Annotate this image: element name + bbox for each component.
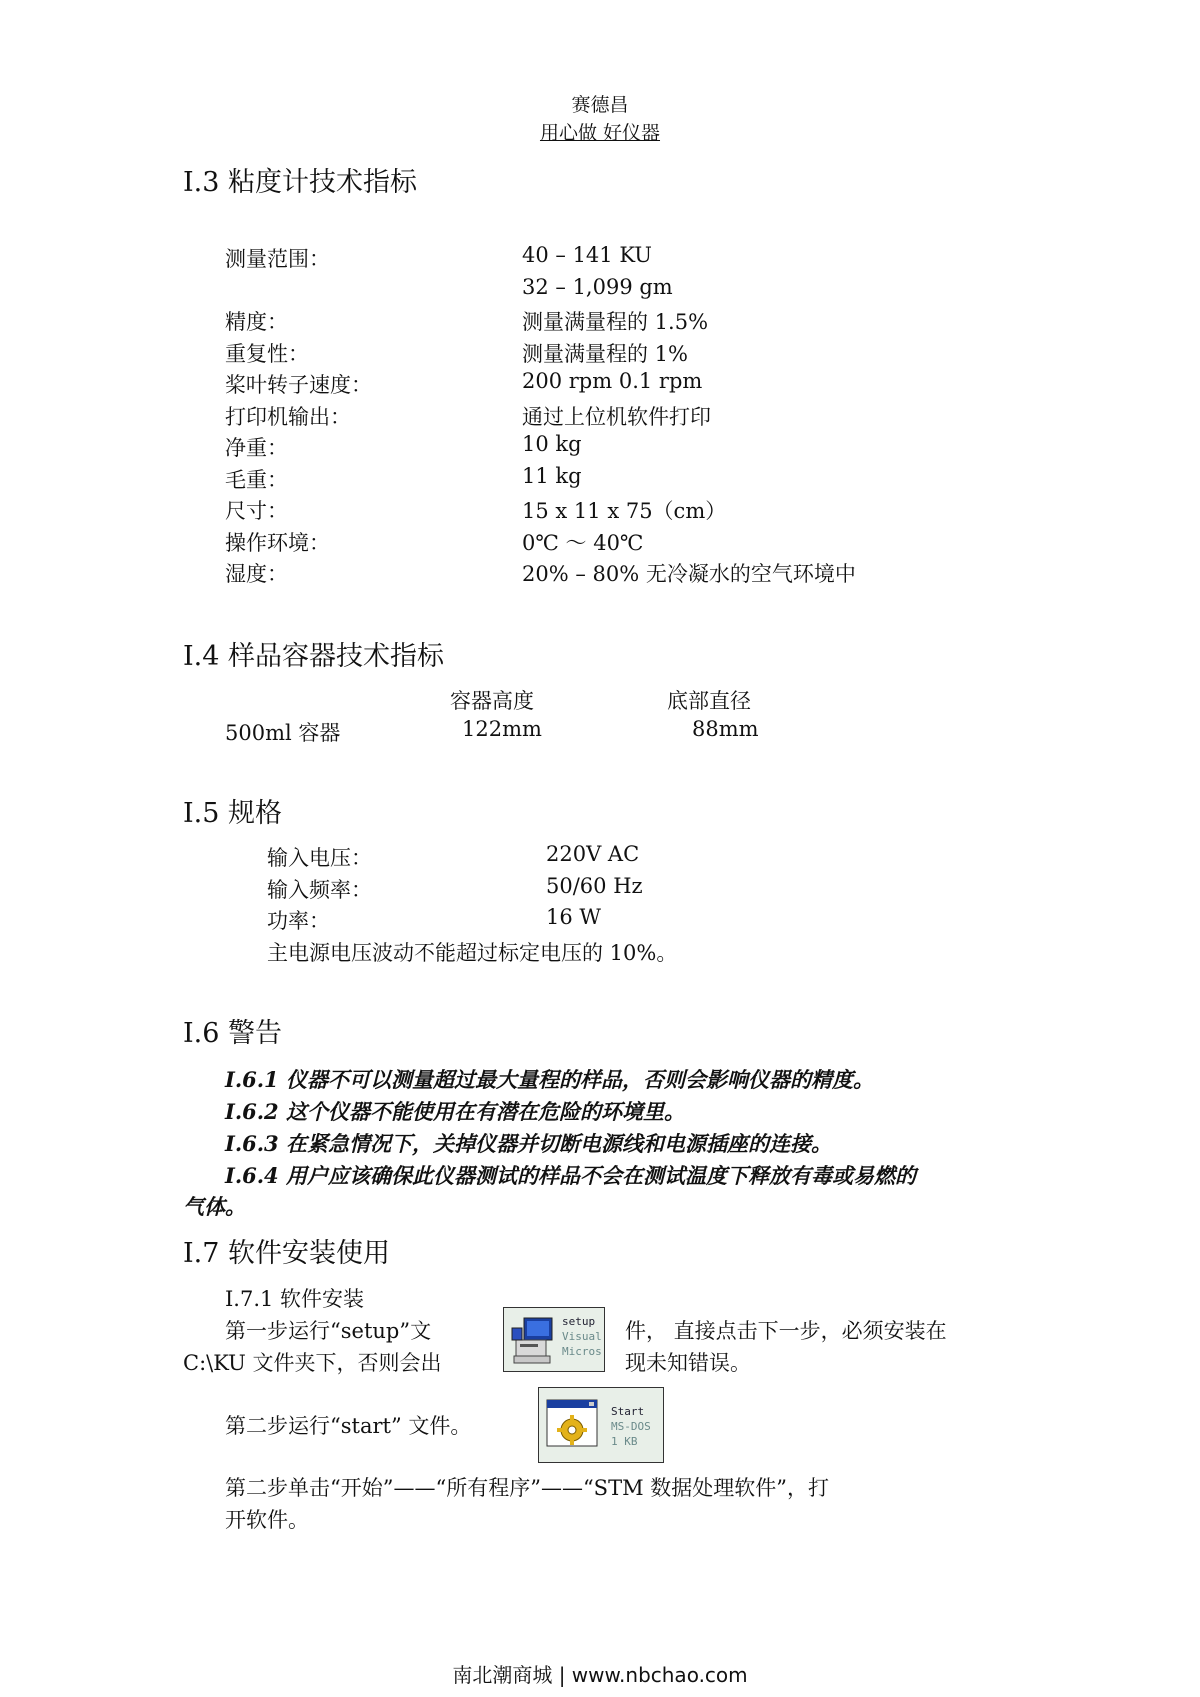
spec-label: 打印机输出： — [225, 405, 351, 429]
warning-item: I.6.4 用户应该确保此仪器测试的样品不会在测试温度下释放有毒或易燃的 — [225, 1163, 916, 1188]
spec-value: 测量满量程的 1% — [522, 342, 688, 366]
header-company: 赛德昌 — [571, 94, 629, 116]
spec-label: 尺寸： — [225, 499, 288, 523]
spec-label: 操作环境： — [225, 531, 330, 555]
spec-value: 20% – 80% 无冷凝水的空气环境中 — [522, 562, 856, 586]
step3-text: 开软件。 — [225, 1508, 309, 1532]
spec-label: 毛重： — [225, 468, 288, 492]
setup-icon-name: setup — [562, 1315, 596, 1328]
section-title-1-6: I.6 警告 — [183, 1018, 283, 1049]
container-col-height: 容器高度 — [450, 689, 534, 713]
section-title-1-5: I.5 规格 — [183, 798, 283, 829]
spec-label: 输入电压： — [267, 846, 372, 870]
step1-text: C:\KU 文件夹下，否则会出 — [183, 1351, 442, 1375]
spec-label: 测量范围： — [225, 247, 330, 271]
warning-item: I.6.2 这个仪器不能使用在有潜在危险的环境里。 — [225, 1099, 685, 1124]
section-title-1-3: I.3 粘度计技术指标 — [183, 167, 418, 198]
spec-label: 桨叶转子速度： — [225, 373, 372, 397]
start-icon-line2: MS-DOS — [611, 1420, 651, 1433]
footer-text: 南北潮商城 | www.nbchao.com — [452, 1663, 748, 1687]
spec-value: 11 kg — [522, 464, 582, 488]
spec-value: 50/60 Hz — [546, 874, 643, 898]
spec-value: 16 W — [546, 905, 601, 929]
spec-value: 200 rpm 0.1 rpm — [522, 369, 703, 393]
step1-text: 第一步运行“setup”文 — [225, 1319, 432, 1343]
spec-value: 通过上位机软件打印 — [522, 405, 711, 429]
start-file-icon[interactable] — [538, 1387, 664, 1463]
section-title-1-7: I.7 软件安装使用 — [183, 1238, 391, 1269]
subsection-title: I.7.1 软件安装 — [225, 1287, 365, 1311]
step1-text: 现未知错误。 — [625, 1351, 751, 1375]
spec-value: 220V AC — [546, 842, 640, 866]
spec-value: 15 x 11 x 75（cm） — [522, 499, 727, 523]
spec-label: 重复性： — [225, 342, 309, 366]
step1-text: 件， 直接点击下一步，必须安装在 — [625, 1319, 947, 1343]
setup-icon-line3: Micros — [562, 1345, 602, 1358]
spec-value: 32 – 1,099 gm — [522, 275, 673, 299]
start-icon-line3: 1 KB — [611, 1435, 638, 1448]
spec-value: 40 – 141 KU — [522, 243, 652, 267]
container-diameter-value: 88mm — [692, 717, 759, 741]
step3-text: 第二步单击“开始”——“所有程序”——“STM 数据处理软件”，打 — [225, 1476, 829, 1500]
spec-value: 测量满量程的 1.5% — [522, 310, 709, 334]
spec-value: 0℃ ～ 40℃ — [522, 531, 644, 555]
installer-icon — [510, 1314, 556, 1366]
voltage-note: 主电源电压波动不能超过标定电压的 10%。 — [267, 941, 678, 965]
warning-item: I.6.1 仪器不可以测量超过最大量程的样品，否则会影响仪器的精度。 — [225, 1067, 874, 1092]
container-height-value: 122mm — [462, 717, 542, 741]
warning-item: I.6.3 在紧急情况下，关掉仪器并切断电源线和电源插座的连接。 — [225, 1131, 832, 1156]
step2-text: 第二步运行“start” 文件。 — [225, 1414, 472, 1438]
spec-label: 功率： — [267, 909, 330, 933]
warning-item-cont: 气体。 — [183, 1194, 246, 1219]
header-slogan: 用心做 好仪器 — [539, 122, 661, 144]
spec-label: 净重： — [225, 436, 288, 460]
setup-icon-line2: Visual — [562, 1330, 602, 1343]
spec-label: 精度： — [225, 310, 288, 334]
spec-value: 10 kg — [522, 432, 582, 456]
spec-label: 输入频率： — [267, 878, 372, 902]
batch-file-icon — [545, 1398, 601, 1452]
start-icon-name: Start — [611, 1405, 645, 1418]
container-row-label: 500ml 容器 — [225, 721, 341, 745]
setup-file-icon[interactable] — [503, 1307, 605, 1372]
container-col-diameter: 底部直径 — [667, 689, 751, 713]
spec-label: 湿度： — [225, 562, 288, 586]
section-title-1-4: I.4 样品容器技术指标 — [183, 641, 445, 672]
